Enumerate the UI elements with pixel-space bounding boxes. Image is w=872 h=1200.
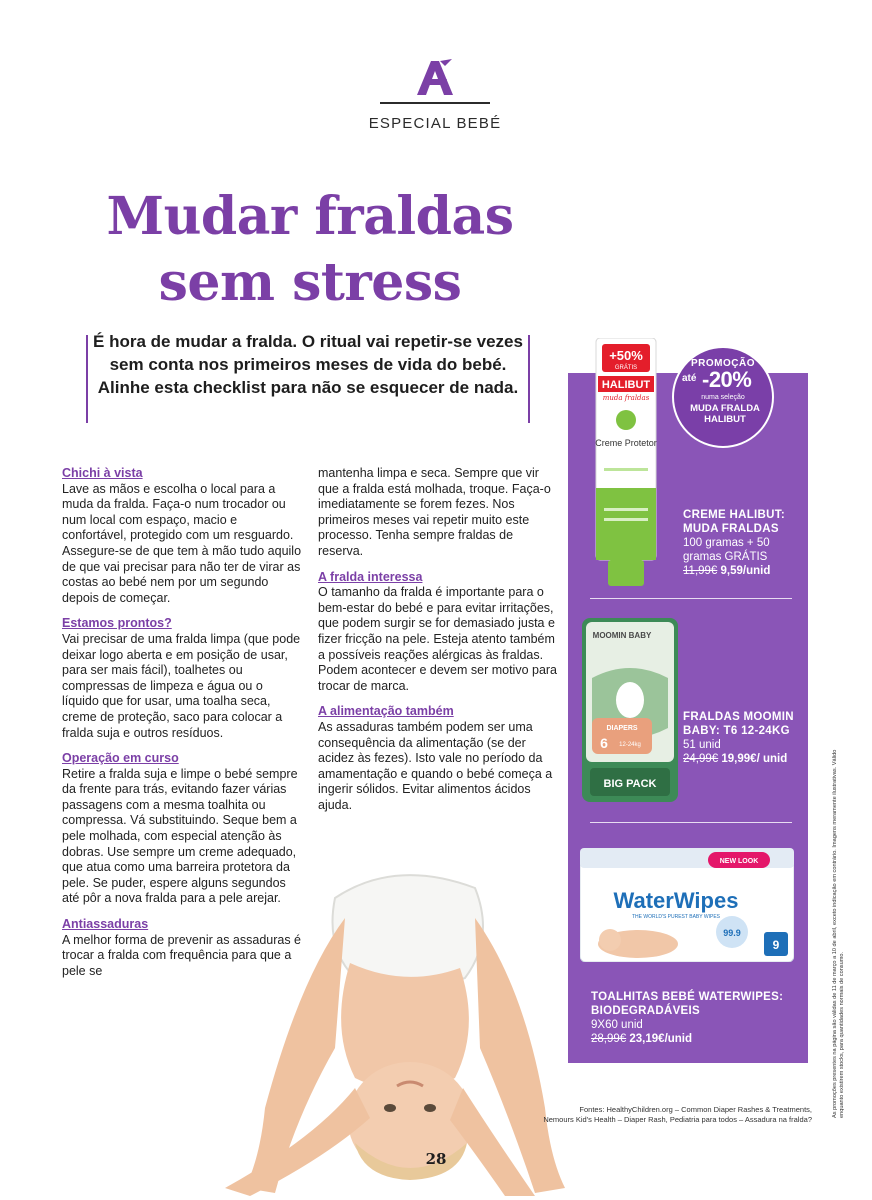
product-name: TOALHITAS BEBÉ WATERWIPES: BIODEGRADÁVEIS: [591, 991, 784, 1017]
tube-sub: muda fraldas: [602, 394, 650, 402]
section-body: Vai precisar de uma fralda limpa (que pode deixar logo aberta e em posição de usar, para ser mais fácil), toalhetes ou compressas de limpeza e água ou o líquido que for usar, uma toalha seca, creme de proteção, saco para colocar a fralda suja e outros resíduos.: [62, 631, 301, 740]
waterwipes-pack-image: [580, 848, 794, 962]
legal-note: As promoções presentes na página são válidas de 11 de março a 10 de abril, exceto indicação em contrário. Imagens meramente ilustrativas. Válido enquanto existirem stocks, para quantidades normais de consumo.: [832, 749, 845, 1118]
product-old-price: 28,99€: [591, 1033, 627, 1045]
product-name: CREME HALIBUT: MUDA FRALDAS: [683, 509, 785, 535]
product-old-price: 11,99€: [683, 565, 718, 577]
promo-label: PROMOÇÃO: [691, 358, 755, 369]
tube-badge-sub: GRÁTIS: [614, 365, 638, 371]
diaper-brand: MOOMIN BABY: [592, 631, 652, 640]
wipes-tagline: THE WORLD'S PUREST BABY WIPES: [631, 914, 721, 920]
section-body: Lave as mãos e escolha o local para a muda da fralda. Faça-o num trocador ou num local com espaço, macio e confortável, protegido com um resguardo. Assegure-se de que tem à mão tudo aquilo de que vai precisar para não ter de virar as costas ao bebé nem por um segundo depois de começar.: [62, 481, 302, 605]
product-new-price: 23,19€/unid: [629, 1033, 693, 1045]
section-heading: Operação em curso: [62, 751, 179, 766]
sources-line-2: Nemours Kid's Health – Diaper Rash, Pediatria para todos – Assadura na fralda?: [543, 1115, 812, 1124]
section-heading: A alimentação também: [318, 704, 454, 719]
sources-line-1: Fontes: HealthyChildren.org – Common Diaper Rashes & Treatments,: [579, 1105, 812, 1114]
product-info: [683, 710, 801, 766]
auchan-bird-logo-icon: [414, 57, 456, 97]
title-line-1: Mudar fraldas: [106, 186, 514, 247]
product-new-price: 9,59/unid: [720, 565, 771, 577]
diaper-badge: BIG PACK: [603, 778, 657, 790]
moomin-diapers-pack-image: [582, 618, 678, 802]
product-info: [591, 990, 801, 1046]
intro-left-bar: [86, 335, 88, 423]
product-info: [683, 508, 801, 578]
diaper-weight: 12-24kg: [619, 742, 641, 748]
wipes-badge: NEW LOOK: [719, 858, 759, 865]
tube-label: Creme Protetor: [595, 438, 657, 448]
section-heading: A fralda interessa: [318, 569, 423, 584]
product-divider: [590, 598, 792, 599]
wipes-pct: 99.9: [723, 928, 741, 938]
promo-percent: -20%: [702, 367, 752, 392]
sources-note: [470, 1105, 812, 1125]
section-body: Retire a fralda suja e limpe o bebé sempre da frente para trás, evitando fazer várias passagens com a mesma toalhita ou compressa. Vá substituindo. Seque bem a pele molhada, com especial atenção às dobras. Use sempre um creme adequado, que atua como uma barreira protetora da pele. Se puder, espere alguns segundos até pôr a nova fralda para a pele arejar.: [62, 766, 298, 906]
section-heading: Antiassaduras: [62, 917, 149, 932]
product-divider: [590, 822, 792, 823]
section-heading: Chichi à vista: [62, 466, 143, 480]
tube-brand: HALIBUT: [601, 379, 651, 391]
intro-text: É hora de mudar a fralda. O ritual vai repetir-se vezes sem conta nos primeiros meses de vida do bebé. Alinhe esta checklist para não se esquecer de nada.: [93, 332, 523, 397]
promo-badge: [672, 346, 774, 448]
article-section: [318, 570, 558, 695]
article-section: [318, 466, 558, 560]
product-new-price: 19,99€/ unid: [721, 753, 788, 765]
product-qty: 100 gramas + 50 gramas GRÁTIS: [683, 537, 770, 563]
section-body: O tamanho da fralda é importante para o bem-estar do bebé e para evitar irritações, que podem surgir se for demasiado justa e fizer fricção na pele. Esteja atento também a possíveis reações alérgicas às fraldas. Podem acontecer e devem ser motivo para trocar de marca.: [318, 585, 558, 693]
section-body: A melhor forma de prevenir as assaduras é trocar a fralda com frequência para que a pele se: [62, 932, 302, 978]
page-number: 28: [425, 1150, 447, 1168]
section-body: mantenha limpa e seca. Sempre que vir que a fralda está molhada, troque. Faça-o imediatamente se forem fezes. Nos primeiros meses vai repetir muito este processo. Tenha sempre fraldas de reserva.: [318, 466, 551, 558]
title-line-2: sem stress: [158, 252, 462, 313]
promo-upto: até: [682, 373, 697, 384]
product-name: FRALDAS MOOMIN BABY: T6 12-24KG: [683, 711, 794, 737]
promo-product: MUDA FRALDA HALIBUT: [690, 403, 760, 425]
wipes-count: 9: [772, 938, 780, 952]
article-section: [318, 704, 558, 813]
wipes-brand: WaterWipes: [613, 888, 739, 913]
section-label: ESPECIAL BEBÉ: [368, 115, 502, 132]
section-heading: Estamos prontos?: [62, 616, 172, 631]
diaper-label: DIAPERS: [606, 725, 638, 732]
promo-selection: numa seleção: [701, 394, 745, 401]
tube-badge: +50%: [609, 348, 643, 363]
intro-right-bar: [528, 335, 530, 423]
baby-photo: [205, 858, 585, 1200]
section-body: As assaduras também podem ser uma consequência da alimentação (se der acidez às fezes). Isto vale no período da amamentação e quando o bebé começa a ingerir sólidos. Evitar alimentos ácidos ajuda.: [318, 719, 553, 812]
article-section: [62, 616, 302, 741]
page-title: [60, 184, 560, 316]
product-old-price: 24,99€: [683, 753, 719, 765]
article-column-2: [318, 466, 558, 823]
diaper-size: 6: [600, 735, 608, 751]
header-rule: [380, 102, 490, 104]
product-qty: 51 unid: [683, 739, 721, 751]
article-section: [62, 466, 302, 606]
halibut-cream-tube-image: [586, 338, 666, 588]
product-qty: 9X60 unid: [591, 1019, 643, 1031]
